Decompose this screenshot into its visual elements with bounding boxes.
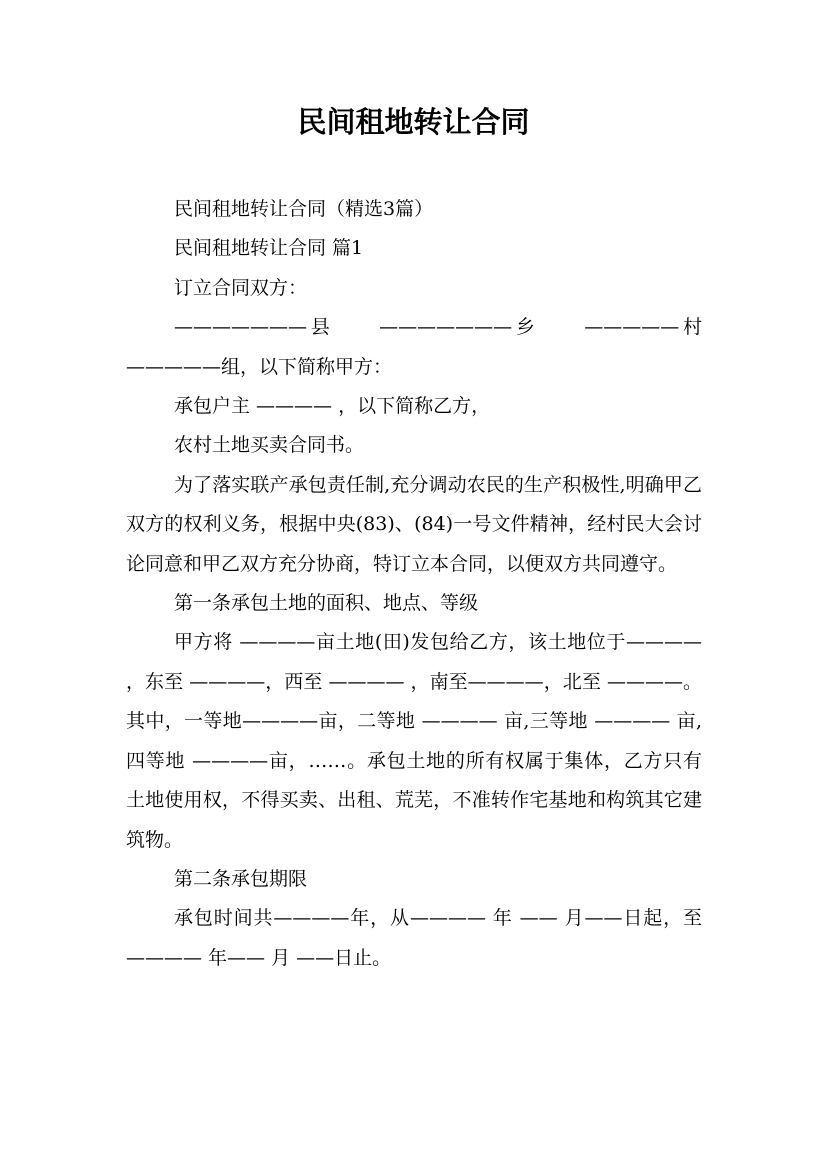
paragraph-section-heading: 民间租地转让合同 篇1 [174, 237, 364, 260]
paragraph-article-2-heading: 第二条承包期限 [174, 867, 308, 890]
paragraph-contract-note: 农村土地买卖合同书。 [174, 434, 365, 457]
paragraph-party-a: ———————县 ———————乡 —————村—————组，以下简称甲方： [126, 316, 702, 378]
paragraph-subtitle: 民间租地转让合同（精选3篇） [174, 198, 434, 220]
document-title: 民间租地转让合同 [297, 105, 530, 139]
paragraph-party-b: 承包户主 ———— ，以下简称乙方， [174, 395, 491, 418]
paragraph-parties-heading: 订立合同双方： [174, 276, 308, 299]
document-body [126, 190, 702, 978]
paragraph-preamble: 为了落实联产承包责任制,充分调动农民的生产积极性,明确甲乙双方的权利义务，根据中央(83)、(84)一号文件精神，经村民大会讨论同意和甲乙双方充分协商，特订立本合同，以便双方共同遵守。 [126, 473, 702, 575]
paragraph-article-1-heading: 第一条承包土地的面积、地点、等级 [174, 592, 479, 615]
paragraph-article-2-body: 承包时间共————年，从———— 年 —— 月——日起，至 ———— 年—— 月 ——日止。 [126, 907, 702, 969]
paragraph-article-1-body: 甲方将 ————亩土地(田)发包给乙方，该土地位于———— ，东至 ————，西至 ———— ，南至————，北至 ————。其中，一等地————亩，二等地 ———— 亩,三等地 ———— 亩,四等地 ————亩，……。承包土地的所有权属于集体，乙方只有土地使用权，不得买卖、出租、荒芜，不准转作宅基地和构筑其它建筑物。 [126, 631, 702, 851]
